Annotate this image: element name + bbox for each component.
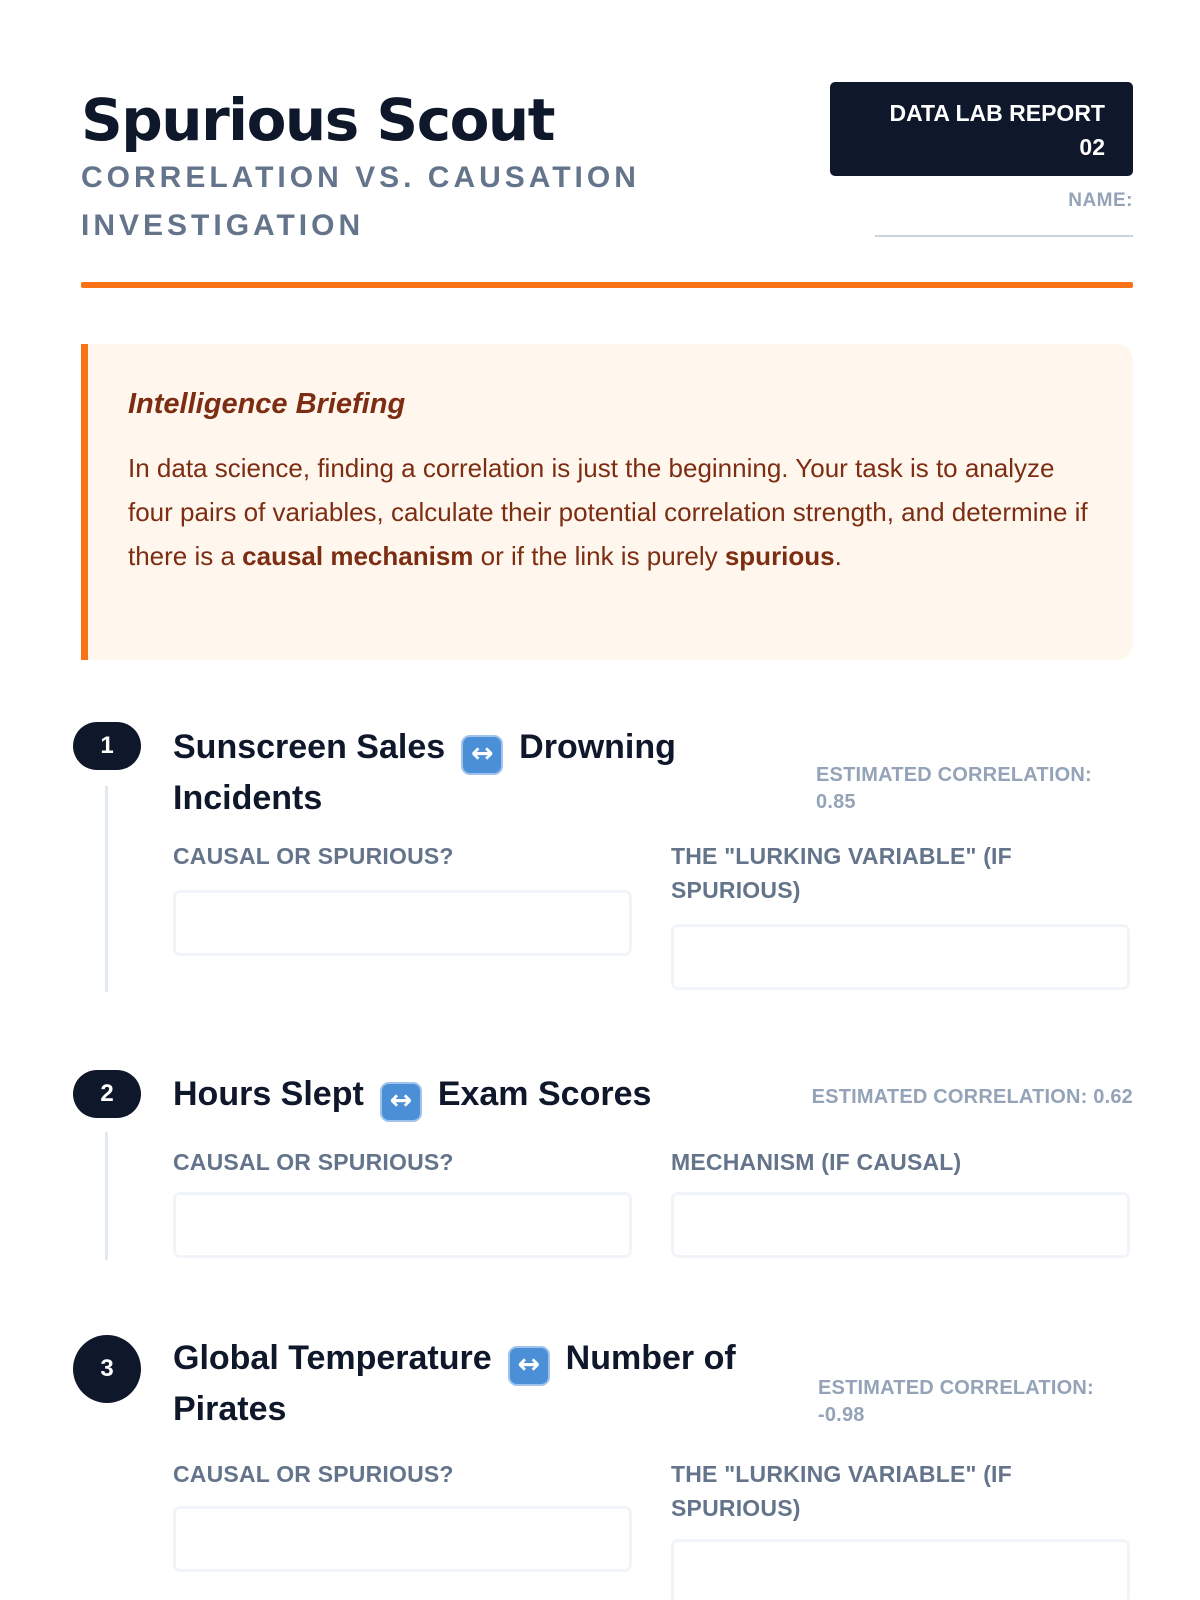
variable-a: Hours Slept <box>173 1075 364 1113</box>
causal-or-spurious-input[interactable] <box>173 890 632 956</box>
estimated-correlation: ESTIMATED CORRELATION: 0.62 <box>811 1086 1133 1108</box>
worksheet-page <box>81 0 1133 1600</box>
report-badge-line1: DATA LAB REPORT <box>889 100 1105 126</box>
item-number-badge: 1 <box>73 722 141 770</box>
left-right-arrow-icon: ↔ <box>461 735 503 775</box>
variable-b: Exam Scores <box>437 1075 652 1113</box>
name-input-line[interactable] <box>875 235 1133 237</box>
variable-a: Global Temperature <box>173 1339 492 1377</box>
causal-or-spurious-label: CAUSAL OR SPURIOUS? <box>173 1149 454 1175</box>
item-timeline-line <box>105 1132 108 1260</box>
briefing-bold-causal-mechanism: causal mechanism <box>242 541 474 571</box>
variable-b: Drowning Incidents <box>173 728 676 817</box>
causal-or-spurious-label: CAUSAL OR SPURIOUS? <box>173 843 454 869</box>
header-divider <box>81 282 1133 288</box>
variable-pair <box>173 1071 833 1122</box>
page-title: Spurious Scout <box>81 86 554 154</box>
name-label: NAME: <box>1068 190 1133 211</box>
item-timeline-line <box>105 786 108 992</box>
variable-a: Sunscreen Sales <box>173 728 446 766</box>
variable-pair <box>173 1335 773 1433</box>
header <box>81 80 1133 290</box>
causal-or-spurious-input[interactable] <box>173 1192 632 1258</box>
estimated-correlation: ESTIMATED CORRELATION: -0.98 <box>818 1377 1094 1426</box>
variable-pair <box>173 724 713 822</box>
briefing-text-part-1: In data science, finding a correlation is just the beginning. Your task is to analyze four pairs of variables, calculate their potential correlation strength, and determine if there is a <box>128 453 1088 571</box>
briefing-bold-spurious: spurious <box>724 541 835 571</box>
item-number-badge: 2 <box>73 1070 141 1118</box>
briefing-text <box>128 446 1093 578</box>
causal-or-spurious-label: CAUSAL OR SPURIOUS? <box>173 1461 454 1487</box>
causal-or-spurious-input[interactable] <box>173 1506 632 1572</box>
intelligence-briefing <box>81 344 1133 660</box>
item-number-badge: 3 <box>73 1335 141 1403</box>
mechanism-label: MECHANISM (IF CAUSAL) <box>671 1149 962 1175</box>
lurking-variable-label: THE "LURKING VARIABLE" (IF SPURIOUS) <box>671 843 1012 903</box>
variable-b: Number of Pirates <box>173 1339 736 1428</box>
investigation-item-1 <box>81 722 1133 992</box>
investigation-item-2 <box>81 1070 1133 1260</box>
report-badge <box>830 82 1133 176</box>
investigation-item-3 <box>81 1335 1133 1600</box>
estimated-correlation: ESTIMATED CORRELATION: 0.85 <box>816 764 1092 813</box>
briefing-text-part-2: or if the link is purely <box>473 541 725 571</box>
lurking-variable-input[interactable] <box>671 1539 1130 1600</box>
report-badge-line2: 02 <box>1079 134 1105 160</box>
mechanism-input[interactable] <box>671 1192 1130 1258</box>
briefing-text-part-3: . <box>834 541 842 571</box>
left-right-arrow-icon: ↔ <box>508 1346 550 1386</box>
briefing-title: Intelligence Briefing <box>128 388 406 420</box>
left-right-arrow-icon: ↔ <box>380 1082 422 1122</box>
page-subtitle: CORRELATION VS. CAUSATION INVESTIGATION <box>81 161 640 242</box>
lurking-variable-input[interactable] <box>671 924 1130 990</box>
lurking-variable-label: THE "LURKING VARIABLE" (IF SPURIOUS) <box>671 1461 1012 1521</box>
